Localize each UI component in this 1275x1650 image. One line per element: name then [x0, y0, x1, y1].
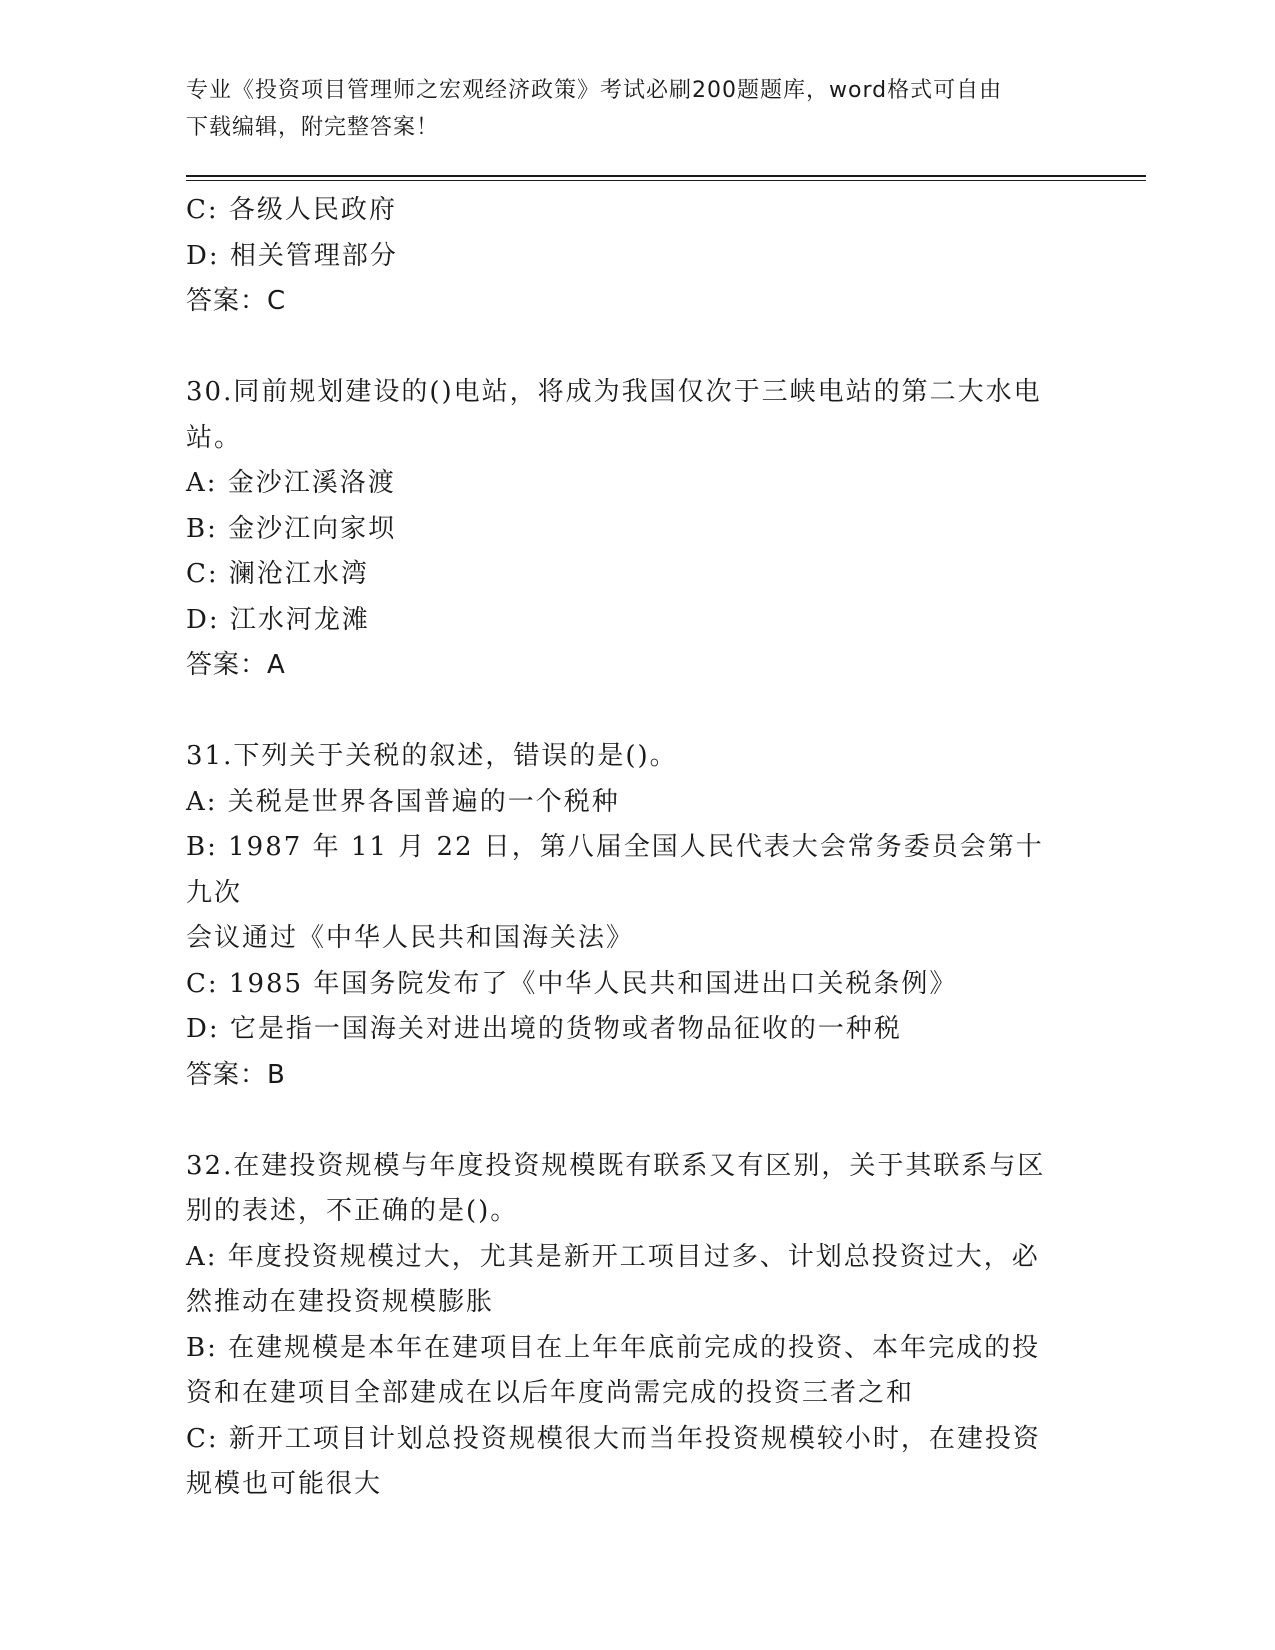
option-b: B: 在建规模是本年在建项目在上年年底前完成的投资、本年完成的投: [186, 1332, 1041, 1363]
option-a: A: 年度投资规模过大，尤其是新开工项目过多、计划总投资过大，必: [186, 1241, 1040, 1272]
option-a: A: 金沙江溪洛渡: [186, 468, 396, 498]
question-29-tail: [186, 188, 1066, 325]
question-30: [186, 370, 1066, 689]
option-c: C: 各级人民政府: [186, 195, 397, 225]
question-spacer: [186, 689, 1066, 735]
question-32: [186, 1144, 1066, 1508]
question-stem: 31.下列关于关税的叙述，错误的是()。: [186, 741, 678, 771]
question-31: [186, 734, 1066, 1098]
question-stem: 30.同前规划建设的()电站，将成为我国仅次于三峡电站的第二大水电: [186, 377, 1042, 407]
page-header: [186, 72, 1066, 146]
header-line-1: 专业《投资项目管理师之宏观经济政策》考试必刷200题题库，word格式可自由: [186, 78, 1003, 103]
option-c-continued: 规模也可能很大: [186, 1469, 383, 1499]
option-b: B: 金沙江向家坝: [186, 513, 397, 544]
option-c: C: 澜沧江水湾: [186, 559, 369, 589]
option-c: C: 新开工项目计划总投资规模很大而当年投资规模较小时，在建投资: [186, 1423, 1041, 1454]
option-b-continued: 资和在建项目全部建成在以后年度尚需完成的投资三者之和: [186, 1378, 915, 1408]
question-spacer: [186, 325, 1066, 371]
header-divider-thin: [186, 180, 1146, 181]
option-a: A: 关税是世界各国普遍的一个税种: [186, 786, 620, 817]
answer: 答案：A: [186, 650, 286, 680]
header-line-2: 下载编辑，附完整答案！: [186, 115, 440, 140]
option-a-continued: 然推动在建投资规模膨胀: [186, 1287, 495, 1317]
answer: 答案：B: [186, 1059, 286, 1090]
document-body: [186, 188, 1066, 1508]
question-stem-continued: 站。: [186, 422, 243, 453]
option-b: B: 1987 年 11 月 22 日，第八届全国人民代表大会常务委员会第十九次: [186, 832, 1044, 908]
question-stem: 32.在建投资规模与年度投资规模既有联系又有区别，关于其联系与区: [186, 1150, 1046, 1181]
option-b-continued: 会议通过《中华人民共和国海关法》: [186, 923, 635, 953]
option-d: D: 相关管理部分: [186, 240, 398, 271]
answer: 答案：C: [186, 286, 287, 316]
option-d: D: 江水河龙滩: [186, 604, 370, 635]
option-d: D: 它是指一国海关对进出境的货物或者物品征收的一种税: [186, 1014, 902, 1044]
question-spacer: [186, 1098, 1066, 1144]
question-stem-continued: 别的表述，不正确的是()。: [186, 1196, 519, 1226]
header-divider-thick: [186, 175, 1146, 177]
option-c: C: 1985 年国务院发布了《中华人民共和国进出口关税条例》: [186, 968, 958, 999]
